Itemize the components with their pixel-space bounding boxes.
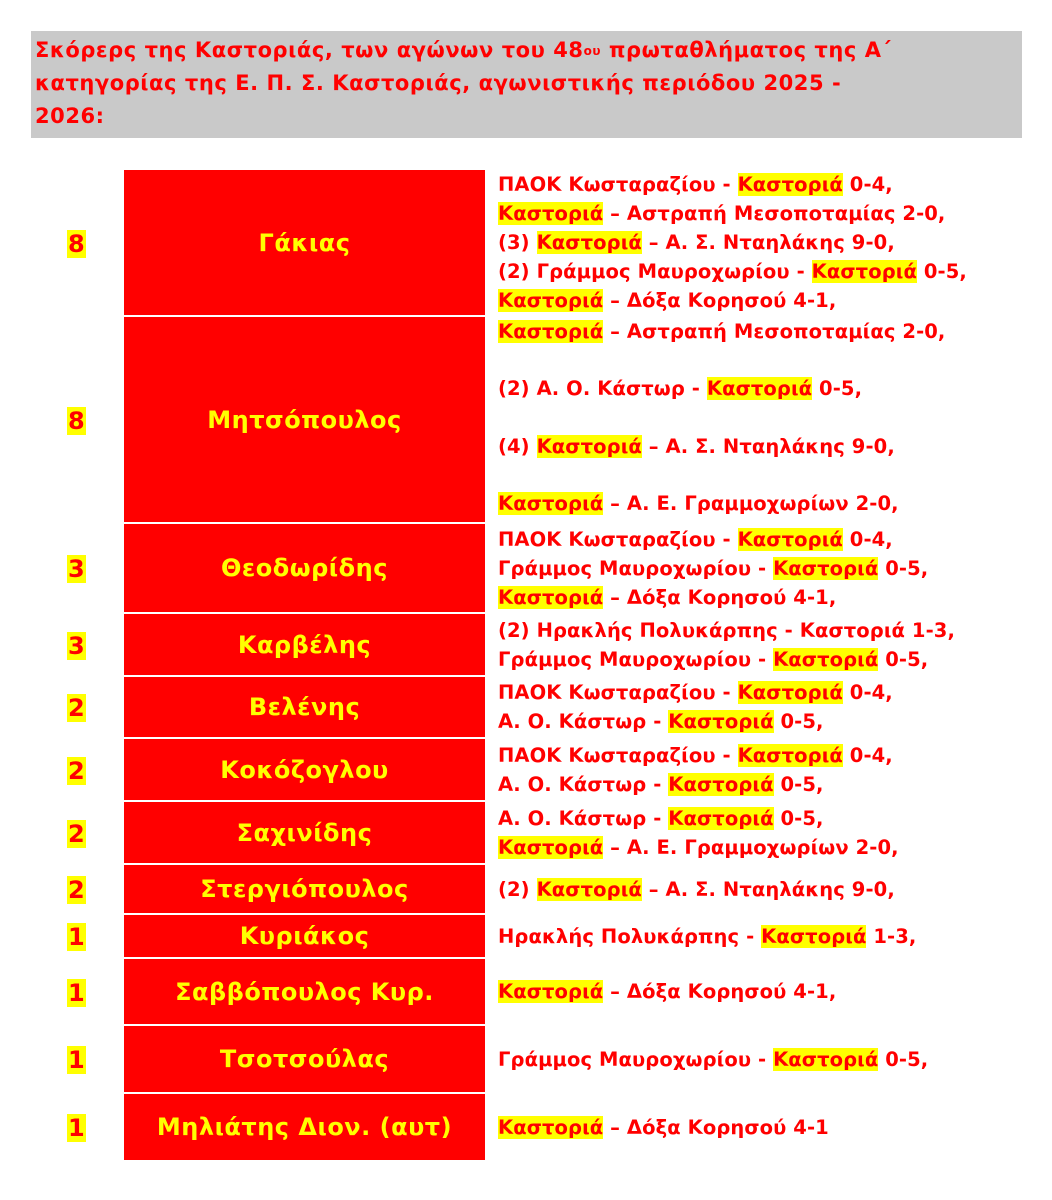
team-highlight: Καστοριά <box>668 806 774 830</box>
scorer-row <box>0 915 1052 959</box>
scorer-name-cell <box>124 915 485 957</box>
scorer-row <box>0 802 1052 865</box>
match-list <box>498 317 1050 522</box>
match-score: – Δόξα Κορησού 4-1 <box>603 1115 829 1139</box>
scorer-name: Σαχινίδης <box>236 818 373 847</box>
scorer-name-cell <box>124 524 485 612</box>
goal-count: 1 <box>68 923 85 951</box>
match-line <box>498 616 1050 645</box>
title-line-2: κατηγορίας της Ε. Π. Σ. Καστοριάς, αγωνιστικής περιόδου 2025 - <box>35 71 842 95</box>
match-text: Α. Ο. Κάστωρ - <box>498 710 669 733</box>
scorer-row <box>0 1094 1052 1162</box>
match-text: Α. Ο. Κάστωρ - <box>498 772 669 796</box>
scorer-name-cell <box>124 802 485 863</box>
match-line <box>498 1113 1050 1142</box>
team-highlight: Καστοριά <box>498 289 604 312</box>
match-text: ΠΑΟΚ Κωσταραζίου - <box>498 743 738 767</box>
match-text: (2) Γράμμος Μαυροχωρίου - <box>498 260 812 283</box>
match-line <box>498 583 1050 612</box>
match-line <box>498 525 1050 554</box>
scorer-name-cell <box>124 317 485 522</box>
match-score: 0-5, <box>878 1047 929 1071</box>
scorer-name-cell <box>124 677 485 737</box>
scorer-name: Μηλιάτης Διον. (αυτ) <box>156 1113 453 1141</box>
scorer-name-cell <box>124 865 485 913</box>
title-line-1 <box>35 34 1022 67</box>
scorer-name: Γάκιας <box>258 228 351 257</box>
team-highlight: Καστοριά <box>737 743 843 767</box>
scorer-row <box>0 317 1052 524</box>
match-score: 0-5, <box>878 556 929 580</box>
team-highlight: Καστοριά <box>773 1047 879 1071</box>
goal-count: 2 <box>68 819 85 848</box>
match-score: – Δόξα Κορησού 4-1, <box>603 980 837 1003</box>
match-score: 0-5, <box>878 647 929 671</box>
scorer-row <box>0 677 1052 739</box>
scorer-name: Σαββόπουλος Κυρ. <box>175 977 434 1006</box>
match-list <box>498 614 1050 675</box>
team-highlight: Καστοριά <box>737 681 843 704</box>
goal-count: 1 <box>68 1114 85 1142</box>
match-score: 0-5, <box>773 806 824 830</box>
scorer-name-cell <box>124 959 485 1024</box>
match-line <box>498 770 1050 799</box>
match-list <box>498 677 1050 737</box>
match-line <box>498 170 1050 199</box>
match-line <box>498 432 1050 461</box>
scorer-row <box>0 959 1052 1026</box>
match-line <box>498 741 1050 770</box>
team-highlight: Καστοριά <box>498 1115 604 1139</box>
match-list <box>498 865 1050 913</box>
match-score: 0-5, <box>812 377 863 401</box>
goal-count: 2 <box>68 876 85 904</box>
match-text: Γράμμος Μαυροχωρίου - <box>498 556 774 580</box>
scorer-name: Μητσόπουλος <box>207 405 402 434</box>
match-score: 0-5, <box>773 710 824 733</box>
match-line <box>498 199 1050 228</box>
match-text: (2) <box>498 877 537 901</box>
match-list <box>498 802 1050 863</box>
match-line <box>498 707 1050 736</box>
match-line <box>498 554 1050 583</box>
match-score: 0-5, <box>773 772 824 796</box>
team-highlight: Καστοριά <box>773 556 879 580</box>
scorer-row <box>0 1026 1052 1094</box>
match-score: 0-5, <box>916 260 967 283</box>
match-line <box>498 317 1050 346</box>
title-superscript: ου <box>583 44 602 58</box>
team-highlight: Καστοριά <box>536 231 642 254</box>
scorer-name: Βελένης <box>248 693 361 721</box>
scorer-name-cell <box>124 170 485 315</box>
match-text: Γράμμος Μαυροχωρίου - <box>498 647 774 671</box>
team-highlight: Καστοριά <box>498 491 604 515</box>
goal-count: 3 <box>68 555 85 583</box>
team-highlight: Καστοριά <box>498 835 604 859</box>
scorer-name-cell <box>124 1026 485 1092</box>
goal-count: 1 <box>68 1046 85 1074</box>
goal-count: 2 <box>68 756 85 785</box>
match-list <box>498 524 1050 612</box>
match-text: (3) <box>498 231 537 254</box>
match-text: ΠΑΟΚ Κωσταραζίου - <box>498 681 738 704</box>
scorer-name: Κυριάκος <box>239 922 370 950</box>
scorer-row <box>0 524 1052 614</box>
match-text: Γράμμος Μαυροχωρίου - <box>498 1047 774 1071</box>
match-list <box>498 1094 1050 1160</box>
match-score: 0-4, <box>842 527 893 551</box>
match-score: – Αστραπή Μεσοποταμίας 2-0, <box>603 320 946 343</box>
scorer-name-cell <box>124 1094 485 1160</box>
match-score: 1-3, <box>866 924 917 948</box>
match-score: – Α. Ε. Γραμμοχωρίων 2-0, <box>603 835 899 859</box>
match-line <box>498 228 1050 257</box>
match-list <box>498 1026 1050 1092</box>
title-line-3: 2026: <box>35 104 105 128</box>
team-highlight: Καστοριά <box>773 647 879 671</box>
match-text: Α. Ο. Κάστωρ - <box>498 806 669 830</box>
scorer-name-cell <box>124 614 485 675</box>
match-list <box>498 959 1050 1024</box>
team-highlight: Καστοριά <box>498 980 604 1003</box>
scorer-row <box>0 739 1052 802</box>
match-score: – Δόξα Κορησού 4-1, <box>603 289 837 312</box>
team-highlight: Καστοριά <box>706 377 813 401</box>
team-highlight: Καστοριά <box>811 260 917 283</box>
scorer-row <box>0 865 1052 915</box>
scorer-name-cell <box>124 739 485 800</box>
match-list <box>498 739 1050 800</box>
team-highlight: Καστοριά <box>668 772 774 796</box>
match-text: ΠΑΟΚ Κωσταραζίου - <box>498 173 738 196</box>
scorer-name: Στεργιόπουλος <box>200 875 409 903</box>
team-highlight: Καστοριά <box>536 877 642 901</box>
scorer-name: Τσοτσούλας <box>219 1045 390 1073</box>
match-line <box>498 257 1050 286</box>
team-highlight: Καστοριά <box>536 434 642 458</box>
scorer-name: Καρβέλης <box>237 630 372 659</box>
match-list <box>498 915 1050 957</box>
team-highlight: Καστοριά <box>761 924 867 948</box>
match-text: (2) Α. Ο. Κάστωρ - <box>498 377 707 401</box>
scorer-row <box>0 170 1052 317</box>
match-text: Ηρακλής Πολυκάρπης - <box>498 924 762 948</box>
scorer-name: Κοκόζογλου <box>220 755 389 784</box>
match-line <box>498 804 1050 833</box>
match-line <box>498 875 1050 904</box>
match-text: (4) <box>498 434 537 458</box>
match-score: 0-4, <box>842 173 893 196</box>
team-highlight: Καστοριά <box>668 710 774 733</box>
match-line <box>498 645 1050 674</box>
scorer-name: Θεοδωρίδης <box>221 554 388 582</box>
match-line <box>498 1045 1050 1074</box>
goal-count: 1 <box>68 978 85 1007</box>
team-highlight: Καστοριά <box>737 173 843 196</box>
match-score: 0-4, <box>842 681 893 704</box>
match-line <box>498 678 1050 707</box>
match-score: – Αστραπή Μεσοποταμίας 2-0, <box>603 202 946 225</box>
match-line <box>498 833 1050 862</box>
match-score: – Α. Ε. Γραμμοχωρίων 2-0, <box>603 491 899 515</box>
goal-count: 8 <box>68 406 85 435</box>
match-text: ΠΑΟΚ Κωσταραζίου - <box>498 527 738 551</box>
team-highlight: Καστοριά <box>498 202 604 225</box>
match-line <box>498 286 1050 315</box>
match-score: – Δόξα Κορησού 4-1, <box>603 585 837 609</box>
match-score: 0-4, <box>842 743 893 767</box>
match-list <box>498 170 1050 315</box>
match-line <box>498 489 1050 518</box>
scorer-row <box>0 614 1052 677</box>
goal-count: 2 <box>68 694 85 722</box>
goal-count: 3 <box>68 631 85 660</box>
match-line <box>498 922 1050 951</box>
team-highlight: Καστοριά <box>737 527 843 551</box>
match-score: – Α. Σ. Νταηλάκης 9-0, <box>641 231 895 254</box>
team-highlight: Καστοριά <box>498 320 604 343</box>
match-score: – Α. Σ. Νταηλάκης 9-0, <box>641 434 895 458</box>
goal-count: 8 <box>68 229 85 258</box>
match-line <box>498 374 1050 403</box>
title-line-1-end: πρωταθλήματος της Α΄ <box>601 38 892 62</box>
match-line <box>498 977 1050 1006</box>
match-text: (2) Ηρακλής Πολυκάρπης - Καστοριά 1-3, <box>498 618 955 642</box>
title-banner <box>31 31 1022 138</box>
team-highlight: Καστοριά <box>498 585 604 609</box>
title-line-1-text: Σκόρερς της Καστοριάς, των αγώνων του 48 <box>35 38 584 62</box>
match-score: – Α. Σ. Νταηλάκης 9-0, <box>641 877 895 901</box>
